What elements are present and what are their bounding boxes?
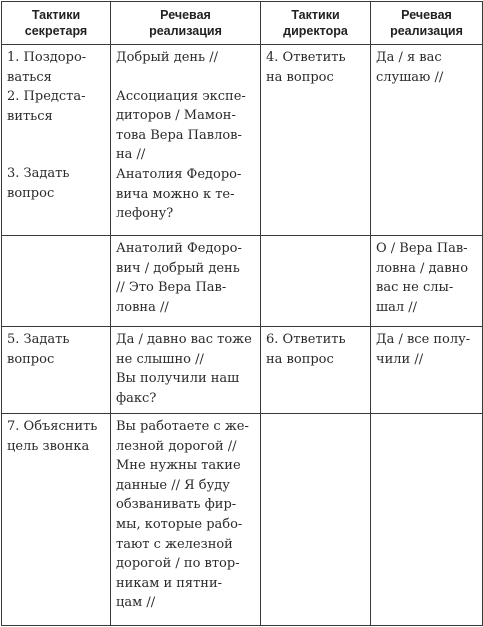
cell-director-speech — [371, 414, 483, 626]
cell-secretary-tactic: 7. Объяснить цель звонка — [2, 414, 111, 626]
cell-secretary-tactic: 5. Задать вопрос — [2, 327, 111, 414]
table-row — [2, 45, 483, 236]
cell-director-tactic — [261, 236, 371, 327]
header-speech-realization-2: Речевая реализация — [371, 2, 483, 45]
header-speech-realization: Речевая реализация — [111, 2, 261, 45]
table-row — [2, 236, 483, 327]
cell-secretary-speech: Добрый день // Ассоциация экспе- диторов / Мамон- това Вера Павлов- на // Анатолия Федоро- вича можно к те- лефону? — [111, 45, 261, 236]
header-row — [2, 2, 483, 45]
dialogue-tactics-table — [1, 1, 483, 626]
cell-secretary-tactic: 1. Поздоро- ваться 2. Предста- виться 3. Задать вопрос — [2, 45, 111, 236]
header-secretary-tactics: Тактики секретаря — [2, 2, 111, 45]
cell-secretary-speech: Анатолий Федоро- вич / добрый день // Это Вера Пав- ловна // — [111, 236, 261, 327]
cell-secretary-speech: Вы работаете с же- лезной дорогой // Мне нужны такие данные // Я буду обзванивать фир- мы, которые рабо- тают с железной дорогой / по втор- никам и пятни- цам // — [111, 414, 261, 626]
cell-director-tactic: 4. Ответить на вопрос — [261, 45, 371, 236]
cell-director-tactic — [261, 414, 371, 626]
cell-director-speech: Да / я вас слушаю // — [371, 45, 483, 236]
table-row — [2, 327, 483, 414]
cell-secretary-speech: Да / давно вас тоже не слышно // Вы получили наш факс? — [111, 327, 261, 414]
cell-secretary-tactic — [2, 236, 111, 327]
table-row — [2, 414, 483, 626]
cell-director-tactic: 6. Ответить на вопрос — [261, 327, 371, 414]
header-director-tactics: Тактики директора — [261, 2, 371, 45]
cell-director-speech: Да / все полу- чили // — [371, 327, 483, 414]
cell-director-speech: О / Вера Пав- ловна / давно вас не слы- шал // — [371, 236, 483, 327]
